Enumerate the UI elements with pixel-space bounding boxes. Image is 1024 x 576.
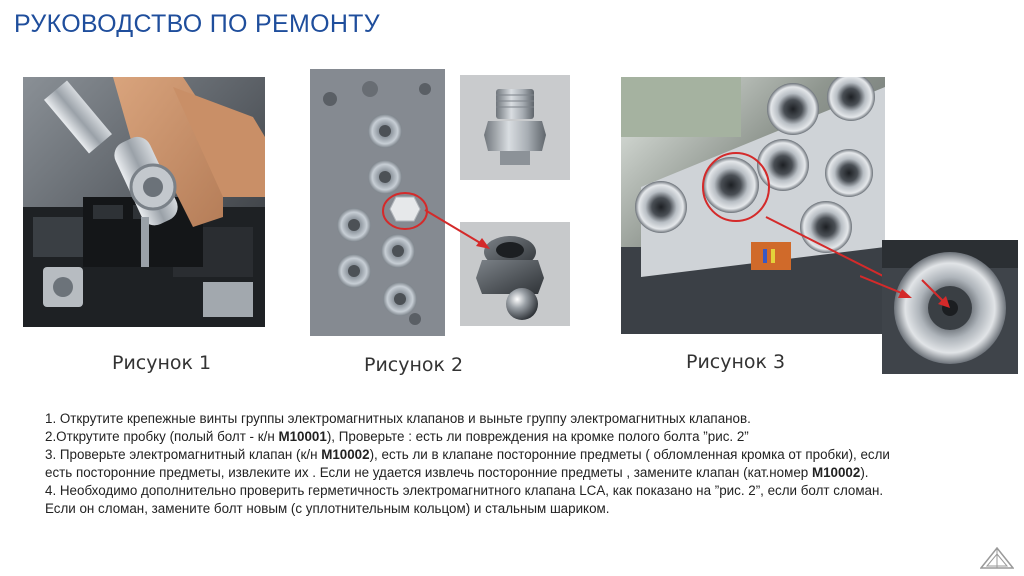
figure-3-caption: Рисунок 3	[686, 351, 786, 373]
step-4: 4. Необходимо дополнительно проверить герметичность электромагнитного клапана LCA, как показано на ”рис. 2”, если болт сломан. Если он сломан, замените болт новым (с уплотнительным кольцом) и стальным шариком.	[45, 483, 884, 516]
figure-2-arrow	[420, 200, 500, 260]
figure-2-bolt-photo	[460, 75, 570, 180]
step-2: 2.Открутите пробку (полый болт - к/н M10001), Проверьте : есть ли повреждения на кромке полого болта ”рис. 2”	[45, 429, 749, 444]
page-title: РУКОВОДСТВО ПО РЕМОНТУ	[14, 10, 380, 38]
figure-1-photo	[23, 77, 265, 327]
part-number: M10001	[278, 429, 327, 444]
brand-logo-icon	[980, 547, 1014, 574]
figure-2-caption: Рисунок 2	[364, 354, 464, 376]
figure-3-arrow	[860, 270, 920, 310]
step-1: 1. Открутите крепежные винты группы электромагнитных клапанов и выньте группу электромагнитных клапанов.	[45, 411, 751, 426]
part-number: M10002	[811, 465, 861, 480]
part-number: M10002	[321, 447, 370, 462]
figure-1-caption: Рисунок 1	[112, 352, 212, 374]
step-3: 3. Проверьте электромагнитный клапан (к/н M10002), есть ли в клапане посторонние предметы ( обломленная кромка от пробки), если есть посторонние предметы, извлеките их . Если не удается извлечь посторонние предметы , замените клапан (кат.номер M10002).	[45, 447, 890, 480]
repair-instructions	[45, 410, 905, 518]
figure-3-photo	[621, 77, 885, 334]
